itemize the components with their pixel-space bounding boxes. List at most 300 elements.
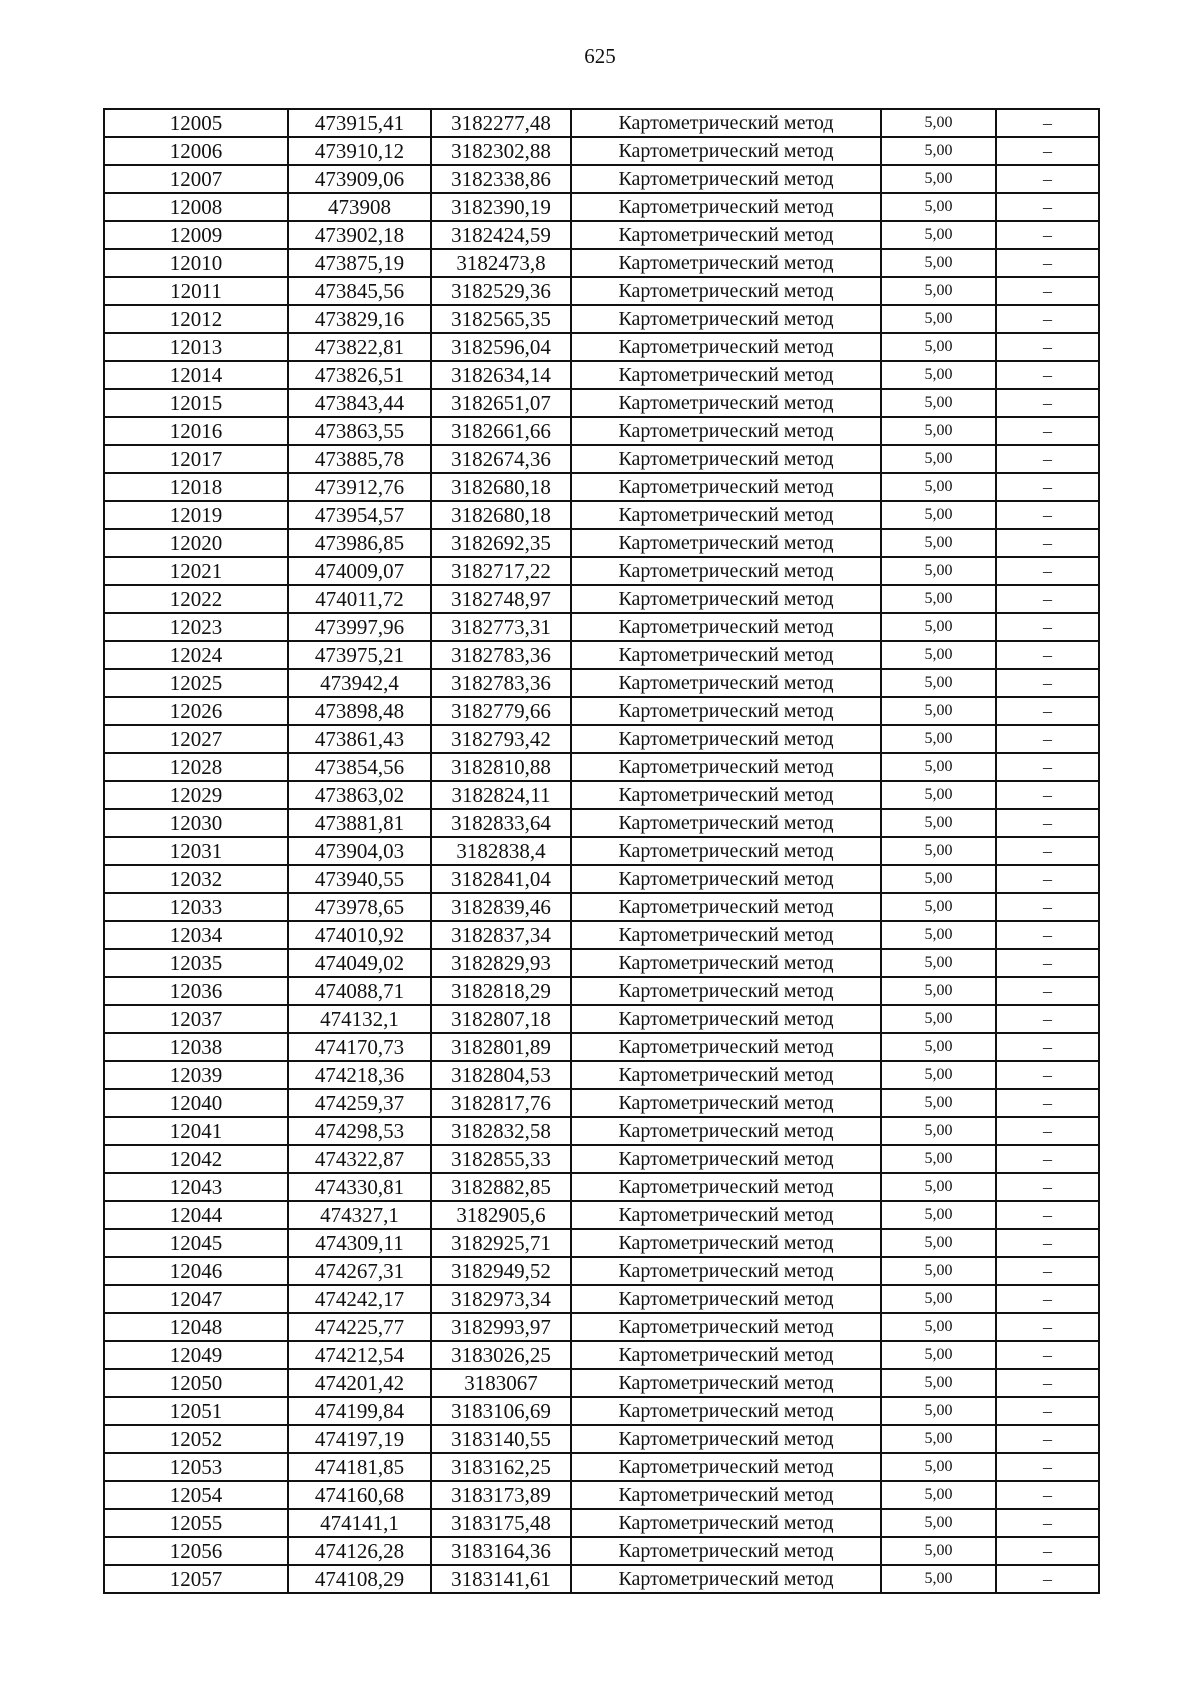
y-coordinate-cell: 3182634,14 xyxy=(431,361,571,389)
point-number-cell: 12035 xyxy=(104,949,288,977)
y-coordinate-cell: 3182793,42 xyxy=(431,725,571,753)
x-coordinate-cell: 473861,43 xyxy=(288,725,431,753)
y-coordinate-cell: 3182801,89 xyxy=(431,1033,571,1061)
point-number-cell: 12037 xyxy=(104,1005,288,1033)
y-coordinate-cell: 3182807,18 xyxy=(431,1005,571,1033)
y-coordinate-cell: 3182839,46 xyxy=(431,893,571,921)
point-number-cell: 12027 xyxy=(104,725,288,753)
coordinates-table-body xyxy=(104,109,1099,1593)
point-number-cell: 12014 xyxy=(104,361,288,389)
y-coordinate-cell: 3183026,25 xyxy=(431,1341,571,1369)
x-coordinate-cell: 473978,65 xyxy=(288,893,431,921)
accuracy-cell: 5,00 xyxy=(881,1425,996,1453)
accuracy-cell: 5,00 xyxy=(881,389,996,417)
y-coordinate-cell: 3182832,58 xyxy=(431,1117,571,1145)
x-coordinate-cell: 473954,57 xyxy=(288,501,431,529)
method-cell: Картометрический метод xyxy=(571,137,881,165)
method-cell: Картометрический метод xyxy=(571,1005,881,1033)
note-cell: – xyxy=(996,1089,1099,1117)
accuracy-cell: 5,00 xyxy=(881,1285,996,1313)
x-coordinate-cell: 473997,96 xyxy=(288,613,431,641)
table-row xyxy=(104,1369,1099,1397)
table-row xyxy=(104,1173,1099,1201)
note-cell: – xyxy=(996,277,1099,305)
note-cell: – xyxy=(996,389,1099,417)
accuracy-cell: 5,00 xyxy=(881,1341,996,1369)
point-number-cell: 12051 xyxy=(104,1397,288,1425)
y-coordinate-cell: 3182817,76 xyxy=(431,1089,571,1117)
point-number-cell: 12015 xyxy=(104,389,288,417)
table-row xyxy=(104,361,1099,389)
table-row xyxy=(104,1257,1099,1285)
method-cell: Картометрический метод xyxy=(571,1369,881,1397)
table-row xyxy=(104,977,1099,1005)
accuracy-cell: 5,00 xyxy=(881,809,996,837)
point-number-cell: 12026 xyxy=(104,697,288,725)
table-row xyxy=(104,501,1099,529)
method-cell: Картометрический метод xyxy=(571,613,881,641)
method-cell: Картометрический метод xyxy=(571,1285,881,1313)
table-row xyxy=(104,613,1099,641)
accuracy-cell: 5,00 xyxy=(881,949,996,977)
method-cell: Картометрический метод xyxy=(571,1481,881,1509)
table-row xyxy=(104,445,1099,473)
point-number-cell: 12016 xyxy=(104,417,288,445)
x-coordinate-cell: 474197,19 xyxy=(288,1425,431,1453)
x-coordinate-cell: 474330,81 xyxy=(288,1173,431,1201)
point-number-cell: 12034 xyxy=(104,921,288,949)
note-cell: – xyxy=(996,1369,1099,1397)
x-coordinate-cell: 474225,77 xyxy=(288,1313,431,1341)
method-cell: Картометрический метод xyxy=(571,977,881,1005)
method-cell: Картометрический метод xyxy=(571,221,881,249)
x-coordinate-cell: 474201,42 xyxy=(288,1369,431,1397)
accuracy-cell: 5,00 xyxy=(881,109,996,137)
x-coordinate-cell: 473885,78 xyxy=(288,445,431,473)
accuracy-cell: 5,00 xyxy=(881,1257,996,1285)
accuracy-cell: 5,00 xyxy=(881,585,996,613)
note-cell: – xyxy=(996,781,1099,809)
table-row xyxy=(104,165,1099,193)
x-coordinate-cell: 474141,1 xyxy=(288,1509,431,1537)
point-number-cell: 12010 xyxy=(104,249,288,277)
table-row xyxy=(104,753,1099,781)
note-cell: – xyxy=(996,1145,1099,1173)
table-row xyxy=(104,1313,1099,1341)
point-number-cell: 12024 xyxy=(104,641,288,669)
point-number-cell: 12009 xyxy=(104,221,288,249)
point-number-cell: 12047 xyxy=(104,1285,288,1313)
table-row xyxy=(104,305,1099,333)
accuracy-cell: 5,00 xyxy=(881,557,996,585)
x-coordinate-cell: 473826,51 xyxy=(288,361,431,389)
y-coordinate-cell: 3182925,71 xyxy=(431,1229,571,1257)
point-number-cell: 12044 xyxy=(104,1201,288,1229)
table-row xyxy=(104,949,1099,977)
accuracy-cell: 5,00 xyxy=(881,1369,996,1397)
point-number-cell: 12012 xyxy=(104,305,288,333)
point-number-cell: 12038 xyxy=(104,1033,288,1061)
point-number-cell: 12029 xyxy=(104,781,288,809)
note-cell: – xyxy=(996,1397,1099,1425)
x-coordinate-cell: 473854,56 xyxy=(288,753,431,781)
y-coordinate-cell: 3182565,35 xyxy=(431,305,571,333)
point-number-cell: 12008 xyxy=(104,193,288,221)
table-row xyxy=(104,557,1099,585)
note-cell: – xyxy=(996,1341,1099,1369)
y-coordinate-cell: 3182783,36 xyxy=(431,669,571,697)
accuracy-cell: 5,00 xyxy=(881,361,996,389)
note-cell: – xyxy=(996,1481,1099,1509)
method-cell: Картометрический метод xyxy=(571,641,881,669)
x-coordinate-cell: 474088,71 xyxy=(288,977,431,1005)
y-coordinate-cell: 3182804,53 xyxy=(431,1061,571,1089)
y-coordinate-cell: 3183140,55 xyxy=(431,1425,571,1453)
accuracy-cell: 5,00 xyxy=(881,1145,996,1173)
note-cell: – xyxy=(996,837,1099,865)
table-row xyxy=(104,1145,1099,1173)
point-number-cell: 12052 xyxy=(104,1425,288,1453)
y-coordinate-cell: 3182838,4 xyxy=(431,837,571,865)
accuracy-cell: 5,00 xyxy=(881,781,996,809)
note-cell: – xyxy=(996,1425,1099,1453)
method-cell: Картометрический метод xyxy=(571,165,881,193)
note-cell: – xyxy=(996,1033,1099,1061)
table-row xyxy=(104,697,1099,725)
method-cell: Картометрический метод xyxy=(571,949,881,977)
point-number-cell: 12022 xyxy=(104,585,288,613)
point-number-cell: 12046 xyxy=(104,1257,288,1285)
point-number-cell: 12056 xyxy=(104,1537,288,1565)
accuracy-cell: 5,00 xyxy=(881,893,996,921)
note-cell: – xyxy=(996,1565,1099,1593)
accuracy-cell: 5,00 xyxy=(881,1173,996,1201)
method-cell: Картометрический метод xyxy=(571,1089,881,1117)
y-coordinate-cell: 3182692,35 xyxy=(431,529,571,557)
accuracy-cell: 5,00 xyxy=(881,333,996,361)
note-cell: – xyxy=(996,669,1099,697)
x-coordinate-cell: 474212,54 xyxy=(288,1341,431,1369)
note-cell: – xyxy=(996,193,1099,221)
note-cell: – xyxy=(996,865,1099,893)
x-coordinate-cell: 473863,55 xyxy=(288,417,431,445)
accuracy-cell: 5,00 xyxy=(881,1537,996,1565)
accuracy-cell: 5,00 xyxy=(881,865,996,893)
y-coordinate-cell: 3182748,97 xyxy=(431,585,571,613)
x-coordinate-cell: 473986,85 xyxy=(288,529,431,557)
point-number-cell: 12057 xyxy=(104,1565,288,1593)
method-cell: Картометрический метод xyxy=(571,1537,881,1565)
y-coordinate-cell: 3182882,85 xyxy=(431,1173,571,1201)
x-coordinate-cell: 474108,29 xyxy=(288,1565,431,1593)
y-coordinate-cell: 3183106,69 xyxy=(431,1397,571,1425)
note-cell: – xyxy=(996,417,1099,445)
method-cell: Картометрический метод xyxy=(571,837,881,865)
y-coordinate-cell: 3182473,8 xyxy=(431,249,571,277)
table-row xyxy=(104,277,1099,305)
y-coordinate-cell: 3182973,34 xyxy=(431,1285,571,1313)
method-cell: Картометрический метод xyxy=(571,417,881,445)
point-number-cell: 12020 xyxy=(104,529,288,557)
table-row xyxy=(104,1005,1099,1033)
table-row xyxy=(104,1425,1099,1453)
method-cell: Картометрический метод xyxy=(571,557,881,585)
point-number-cell: 12018 xyxy=(104,473,288,501)
accuracy-cell: 5,00 xyxy=(881,977,996,1005)
method-cell: Картометрический метод xyxy=(571,249,881,277)
table-row xyxy=(104,417,1099,445)
point-number-cell: 12049 xyxy=(104,1341,288,1369)
method-cell: Картометрический метод xyxy=(571,277,881,305)
point-number-cell: 12013 xyxy=(104,333,288,361)
y-coordinate-cell: 3182824,11 xyxy=(431,781,571,809)
point-number-cell: 12023 xyxy=(104,613,288,641)
x-coordinate-cell: 473845,56 xyxy=(288,277,431,305)
y-coordinate-cell: 3182841,04 xyxy=(431,865,571,893)
note-cell: – xyxy=(996,249,1099,277)
table-row xyxy=(104,473,1099,501)
x-coordinate-cell: 473908 xyxy=(288,193,431,221)
point-number-cell: 12032 xyxy=(104,865,288,893)
x-coordinate-cell: 474309,11 xyxy=(288,1229,431,1257)
method-cell: Картометрический метод xyxy=(571,865,881,893)
note-cell: – xyxy=(996,893,1099,921)
method-cell: Картометрический метод xyxy=(571,1033,881,1061)
y-coordinate-cell: 3182855,33 xyxy=(431,1145,571,1173)
note-cell: – xyxy=(996,445,1099,473)
x-coordinate-cell: 473904,03 xyxy=(288,837,431,865)
accuracy-cell: 5,00 xyxy=(881,1313,996,1341)
note-cell: – xyxy=(996,361,1099,389)
page-number: 625 xyxy=(584,44,616,68)
table-row xyxy=(104,837,1099,865)
point-number-cell: 12006 xyxy=(104,137,288,165)
accuracy-cell: 5,00 xyxy=(881,1481,996,1509)
note-cell: – xyxy=(996,725,1099,753)
method-cell: Картометрический метод xyxy=(571,389,881,417)
table-row xyxy=(104,1565,1099,1593)
method-cell: Картометрический метод xyxy=(571,1425,881,1453)
note-cell: – xyxy=(996,1005,1099,1033)
point-number-cell: 12040 xyxy=(104,1089,288,1117)
method-cell: Картометрический метод xyxy=(571,1145,881,1173)
y-coordinate-cell: 3182779,66 xyxy=(431,697,571,725)
accuracy-cell: 5,00 xyxy=(881,641,996,669)
point-number-cell: 12019 xyxy=(104,501,288,529)
accuracy-cell: 5,00 xyxy=(881,1565,996,1593)
table-row xyxy=(104,585,1099,613)
x-coordinate-cell: 474010,92 xyxy=(288,921,431,949)
note-cell: – xyxy=(996,949,1099,977)
accuracy-cell: 5,00 xyxy=(881,1117,996,1145)
x-coordinate-cell: 474181,85 xyxy=(288,1453,431,1481)
method-cell: Картометрический метод xyxy=(571,1257,881,1285)
point-number-cell: 12041 xyxy=(104,1117,288,1145)
method-cell: Картометрический метод xyxy=(571,1565,881,1593)
y-coordinate-cell: 3183067 xyxy=(431,1369,571,1397)
y-coordinate-cell: 3182783,36 xyxy=(431,641,571,669)
y-coordinate-cell: 3182651,07 xyxy=(431,389,571,417)
x-coordinate-cell: 473902,18 xyxy=(288,221,431,249)
method-cell: Картометрический метод xyxy=(571,445,881,473)
method-cell: Картометрический метод xyxy=(571,1201,881,1229)
y-coordinate-cell: 3182302,88 xyxy=(431,137,571,165)
accuracy-cell: 5,00 xyxy=(881,473,996,501)
table-row xyxy=(104,1481,1099,1509)
method-cell: Картометрический метод xyxy=(571,361,881,389)
accuracy-cell: 5,00 xyxy=(881,613,996,641)
point-number-cell: 12042 xyxy=(104,1145,288,1173)
note-cell: – xyxy=(996,1453,1099,1481)
y-coordinate-cell: 3182424,59 xyxy=(431,221,571,249)
y-coordinate-cell: 3182829,93 xyxy=(431,949,571,977)
y-coordinate-cell: 3182810,88 xyxy=(431,753,571,781)
x-coordinate-cell: 474267,31 xyxy=(288,1257,431,1285)
x-coordinate-cell: 474259,37 xyxy=(288,1089,431,1117)
accuracy-cell: 5,00 xyxy=(881,1229,996,1257)
method-cell: Картометрический метод xyxy=(571,1397,881,1425)
method-cell: Картометрический метод xyxy=(571,333,881,361)
table-row xyxy=(104,249,1099,277)
y-coordinate-cell: 3182837,34 xyxy=(431,921,571,949)
y-coordinate-cell: 3182717,22 xyxy=(431,557,571,585)
note-cell: – xyxy=(996,641,1099,669)
method-cell: Картометрический метод xyxy=(571,669,881,697)
note-cell: – xyxy=(996,753,1099,781)
x-coordinate-cell: 473881,81 xyxy=(288,809,431,837)
y-coordinate-cell: 3182818,29 xyxy=(431,977,571,1005)
point-number-cell: 12005 xyxy=(104,109,288,137)
note-cell: – xyxy=(996,137,1099,165)
accuracy-cell: 5,00 xyxy=(881,137,996,165)
accuracy-cell: 5,00 xyxy=(881,697,996,725)
y-coordinate-cell: 3183173,89 xyxy=(431,1481,571,1509)
note-cell: – xyxy=(996,305,1099,333)
method-cell: Картометрический метод xyxy=(571,781,881,809)
accuracy-cell: 5,00 xyxy=(881,753,996,781)
method-cell: Картометрический метод xyxy=(571,893,881,921)
y-coordinate-cell: 3183141,61 xyxy=(431,1565,571,1593)
y-coordinate-cell: 3182277,48 xyxy=(431,109,571,137)
y-coordinate-cell: 3183164,36 xyxy=(431,1537,571,1565)
point-number-cell: 12053 xyxy=(104,1453,288,1481)
method-cell: Картометрический метод xyxy=(571,1341,881,1369)
method-cell: Картометрический метод xyxy=(571,1313,881,1341)
note-cell: – xyxy=(996,1257,1099,1285)
x-coordinate-cell: 474049,02 xyxy=(288,949,431,977)
method-cell: Картометрический метод xyxy=(571,1117,881,1145)
x-coordinate-cell: 473829,16 xyxy=(288,305,431,333)
note-cell: – xyxy=(996,1229,1099,1257)
table-row xyxy=(104,809,1099,837)
table-row xyxy=(104,1341,1099,1369)
note-cell: – xyxy=(996,473,1099,501)
x-coordinate-cell: 474199,84 xyxy=(288,1397,431,1425)
table-row xyxy=(104,1117,1099,1145)
x-coordinate-cell: 474132,1 xyxy=(288,1005,431,1033)
x-coordinate-cell: 473940,55 xyxy=(288,865,431,893)
method-cell: Картометрический метод xyxy=(571,1061,881,1089)
x-coordinate-cell: 474126,28 xyxy=(288,1537,431,1565)
x-coordinate-cell: 474160,68 xyxy=(288,1481,431,1509)
note-cell: – xyxy=(996,109,1099,137)
accuracy-cell: 5,00 xyxy=(881,1061,996,1089)
table-row xyxy=(104,1537,1099,1565)
accuracy-cell: 5,00 xyxy=(881,837,996,865)
note-cell: – xyxy=(996,921,1099,949)
table-row xyxy=(104,725,1099,753)
table-row xyxy=(104,221,1099,249)
accuracy-cell: 5,00 xyxy=(881,249,996,277)
table-row xyxy=(104,1033,1099,1061)
method-cell: Картометрический метод xyxy=(571,1173,881,1201)
note-cell: – xyxy=(996,529,1099,557)
note-cell: – xyxy=(996,1201,1099,1229)
point-number-cell: 12007 xyxy=(104,165,288,193)
accuracy-cell: 5,00 xyxy=(881,417,996,445)
y-coordinate-cell: 3182661,66 xyxy=(431,417,571,445)
note-cell: – xyxy=(996,1285,1099,1313)
table-row xyxy=(104,781,1099,809)
y-coordinate-cell: 3183175,48 xyxy=(431,1509,571,1537)
table-row xyxy=(104,109,1099,137)
table-row xyxy=(104,529,1099,557)
note-cell: – xyxy=(996,1509,1099,1537)
method-cell: Картометрический метод xyxy=(571,473,881,501)
y-coordinate-cell: 3182674,36 xyxy=(431,445,571,473)
x-coordinate-cell: 474298,53 xyxy=(288,1117,431,1145)
table-row xyxy=(104,893,1099,921)
accuracy-cell: 5,00 xyxy=(881,165,996,193)
table-row xyxy=(104,669,1099,697)
table-row xyxy=(104,1509,1099,1537)
y-coordinate-cell: 3182529,36 xyxy=(431,277,571,305)
table-row xyxy=(104,921,1099,949)
table-row xyxy=(104,1229,1099,1257)
point-number-cell: 12043 xyxy=(104,1173,288,1201)
x-coordinate-cell: 474011,72 xyxy=(288,585,431,613)
x-coordinate-cell: 473863,02 xyxy=(288,781,431,809)
x-coordinate-cell: 473822,81 xyxy=(288,333,431,361)
y-coordinate-cell: 3182680,18 xyxy=(431,473,571,501)
accuracy-cell: 5,00 xyxy=(881,1453,996,1481)
note-cell: – xyxy=(996,1117,1099,1145)
method-cell: Картометрический метод xyxy=(571,585,881,613)
accuracy-cell: 5,00 xyxy=(881,221,996,249)
x-coordinate-cell: 473975,21 xyxy=(288,641,431,669)
y-coordinate-cell: 3182949,52 xyxy=(431,1257,571,1285)
note-cell: – xyxy=(996,501,1099,529)
point-number-cell: 12055 xyxy=(104,1509,288,1537)
x-coordinate-cell: 473898,48 xyxy=(288,697,431,725)
point-number-cell: 12021 xyxy=(104,557,288,585)
table-row xyxy=(104,193,1099,221)
point-number-cell: 12036 xyxy=(104,977,288,1005)
accuracy-cell: 5,00 xyxy=(881,1509,996,1537)
y-coordinate-cell: 3182390,19 xyxy=(431,193,571,221)
point-number-cell: 12025 xyxy=(104,669,288,697)
table-row xyxy=(104,1285,1099,1313)
x-coordinate-cell: 474218,36 xyxy=(288,1061,431,1089)
method-cell: Картометрический метод xyxy=(571,1509,881,1537)
table-row xyxy=(104,137,1099,165)
x-coordinate-cell: 473912,76 xyxy=(288,473,431,501)
method-cell: Картометрический метод xyxy=(571,753,881,781)
y-coordinate-cell: 3182338,86 xyxy=(431,165,571,193)
x-coordinate-cell: 474242,17 xyxy=(288,1285,431,1313)
note-cell: – xyxy=(996,1537,1099,1565)
y-coordinate-cell: 3182596,04 xyxy=(431,333,571,361)
